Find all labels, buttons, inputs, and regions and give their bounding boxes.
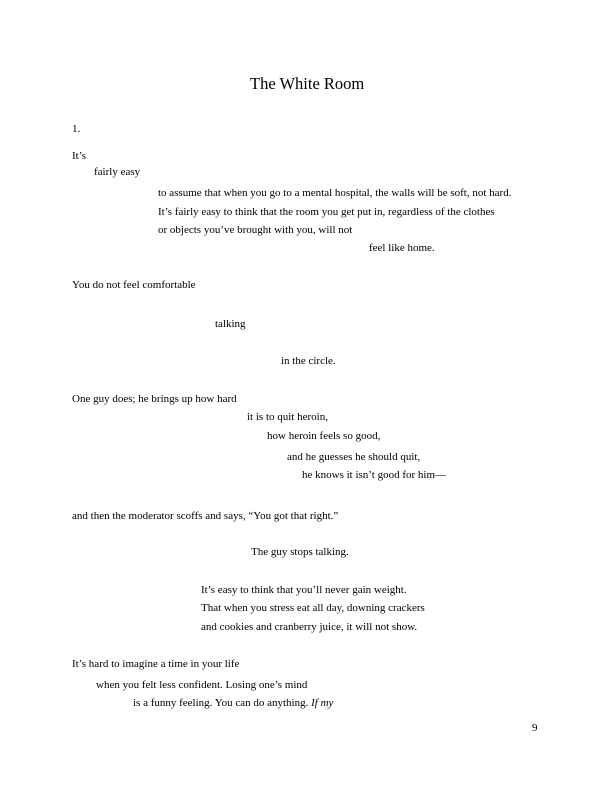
- poem-line-text: is a funny feeling. You can do anything.: [133, 697, 309, 709]
- poem-line: or objects you’ve brought with you, will not: [158, 224, 353, 236]
- poem-line: You do not feel comfortable: [72, 279, 196, 291]
- poem-line: and he guesses he should quit,: [287, 451, 421, 463]
- poem-line: feel like home.: [369, 242, 435, 254]
- poem-line: [133, 697, 333, 710]
- poem-line: and then the moderator scoffs and says, “You got that right.”: [72, 510, 339, 522]
- page-number: 9: [532, 722, 538, 734]
- poem-line: and cookies and cranberry juice, it will not show.: [201, 621, 418, 633]
- page-title: The White Room: [250, 74, 365, 93]
- poem-line: One guy does; he brings up how hard: [72, 393, 237, 405]
- poem-line: It’s: [72, 150, 87, 162]
- poem-line: it is to quit heroin,: [247, 411, 328, 423]
- poem-line: It’s fairly easy to think that the room you get put in, regardless of the clothes: [158, 206, 495, 218]
- poem-line: in the circle.: [281, 355, 336, 367]
- section-number: 1.: [72, 123, 81, 135]
- poem-line: fairly easy: [94, 166, 141, 178]
- poem-line: The guy stops talking.: [251, 546, 349, 558]
- poem-line: It’s hard to imagine a time in your life: [72, 658, 240, 670]
- poem-line: It’s easy to think that you’ll never gain weight.: [201, 584, 407, 596]
- poem-line: to assume that when you go to a mental hospital, the walls will be soft, not hard.: [158, 187, 512, 199]
- poem-line: That when you stress eat all day, downing crackers: [201, 602, 425, 614]
- poem-line-italic: If my: [311, 697, 334, 709]
- poem-line: talking: [215, 318, 246, 330]
- poem-line: when you felt less confident. Losing one’s mind: [96, 679, 308, 691]
- poem-line: he knows it isn’t good for him—: [302, 469, 447, 481]
- poem-line: how heroin feels so good,: [267, 430, 381, 442]
